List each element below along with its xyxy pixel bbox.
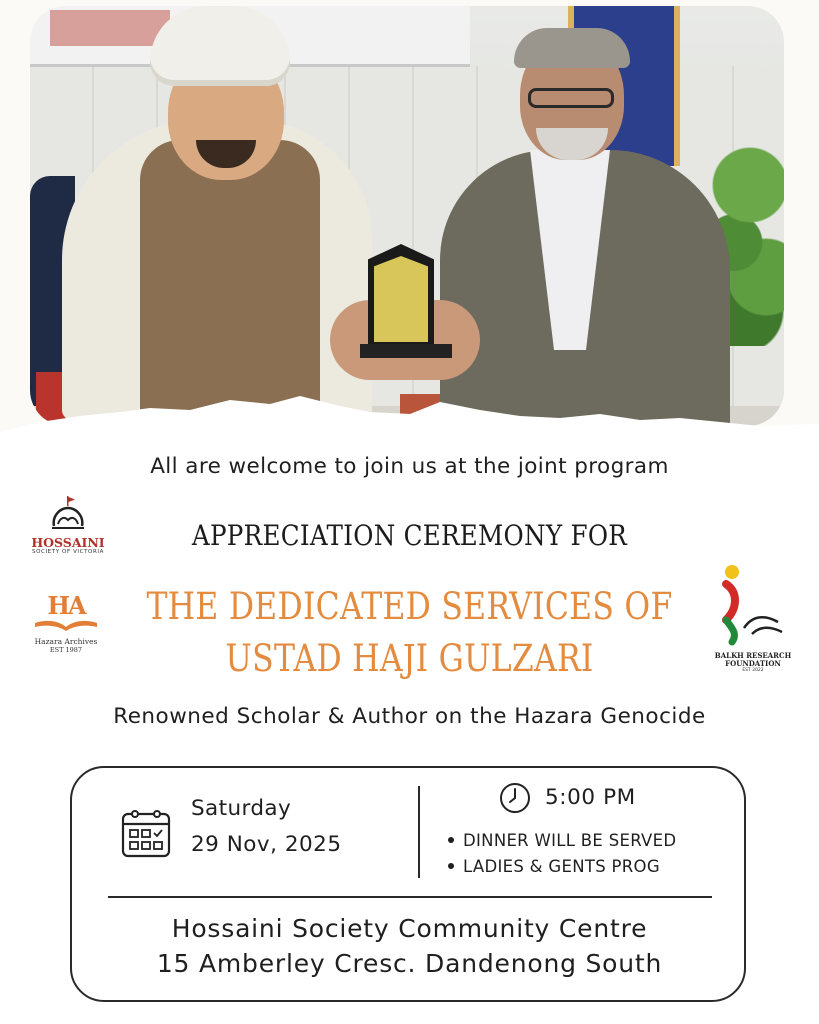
venue-name: Hossaini Society Community Centre [171,914,648,943]
event-note-program: LADIES & GENTS PROG [448,854,676,880]
hossaini-logo-name: HOSSAINI [31,535,105,550]
balkh-logo-name: BALKH RESEARCH FOUNDATION [714,651,792,668]
venue-address: 15 Amberley Cresc. Dandenong South [156,949,663,978]
hazara-archives-mark: HA [47,591,85,620]
hazara-archives-logo [26,591,106,664]
honoree-description: Renowned Scholar & Author on the Hazara Genocide [113,704,706,729]
hossaini-emblem-icon [48,496,88,532]
calendar-icon [121,808,171,858]
vertical-divider [418,786,420,878]
torn-paper-edge [0,392,819,440]
bullet-icon [448,863,454,869]
bullet-icon [448,837,454,843]
hazara-archives-name: Hazara Archives [34,637,98,646]
event-date: 29 Nov, 2025 [191,832,342,857]
balkh-logo-est: EST 2022 [742,668,764,673]
ceremony-photo [0,0,819,440]
book-icon [31,619,101,633]
horizontal-divider [108,896,712,898]
hazara-archives-est: EST 1987 [49,646,83,654]
clock-icon [499,782,531,814]
balkh-emblem-icon [708,562,798,648]
hossaini-society-logo [26,496,110,568]
honoree-line-2: USTAD HAJI GULZARI [225,637,594,680]
heading: APPRECIATION CEREMONY FOR [191,519,628,552]
hossaini-logo-subtitle: SOCIETY OF VICTORIA [32,549,104,555]
event-day: Saturday [191,796,292,821]
intro-text: All are welcome to join us at the joint program [150,454,669,479]
balkh-research-foundation-logo [708,562,798,672]
event-note-dinner: DINNER WILL BE SERVED [448,828,676,854]
event-time: 5:00 PM [545,785,636,810]
honoree-line-1: THE DEDICATED SERVICES OF [146,585,673,628]
event-notes [448,828,676,880]
